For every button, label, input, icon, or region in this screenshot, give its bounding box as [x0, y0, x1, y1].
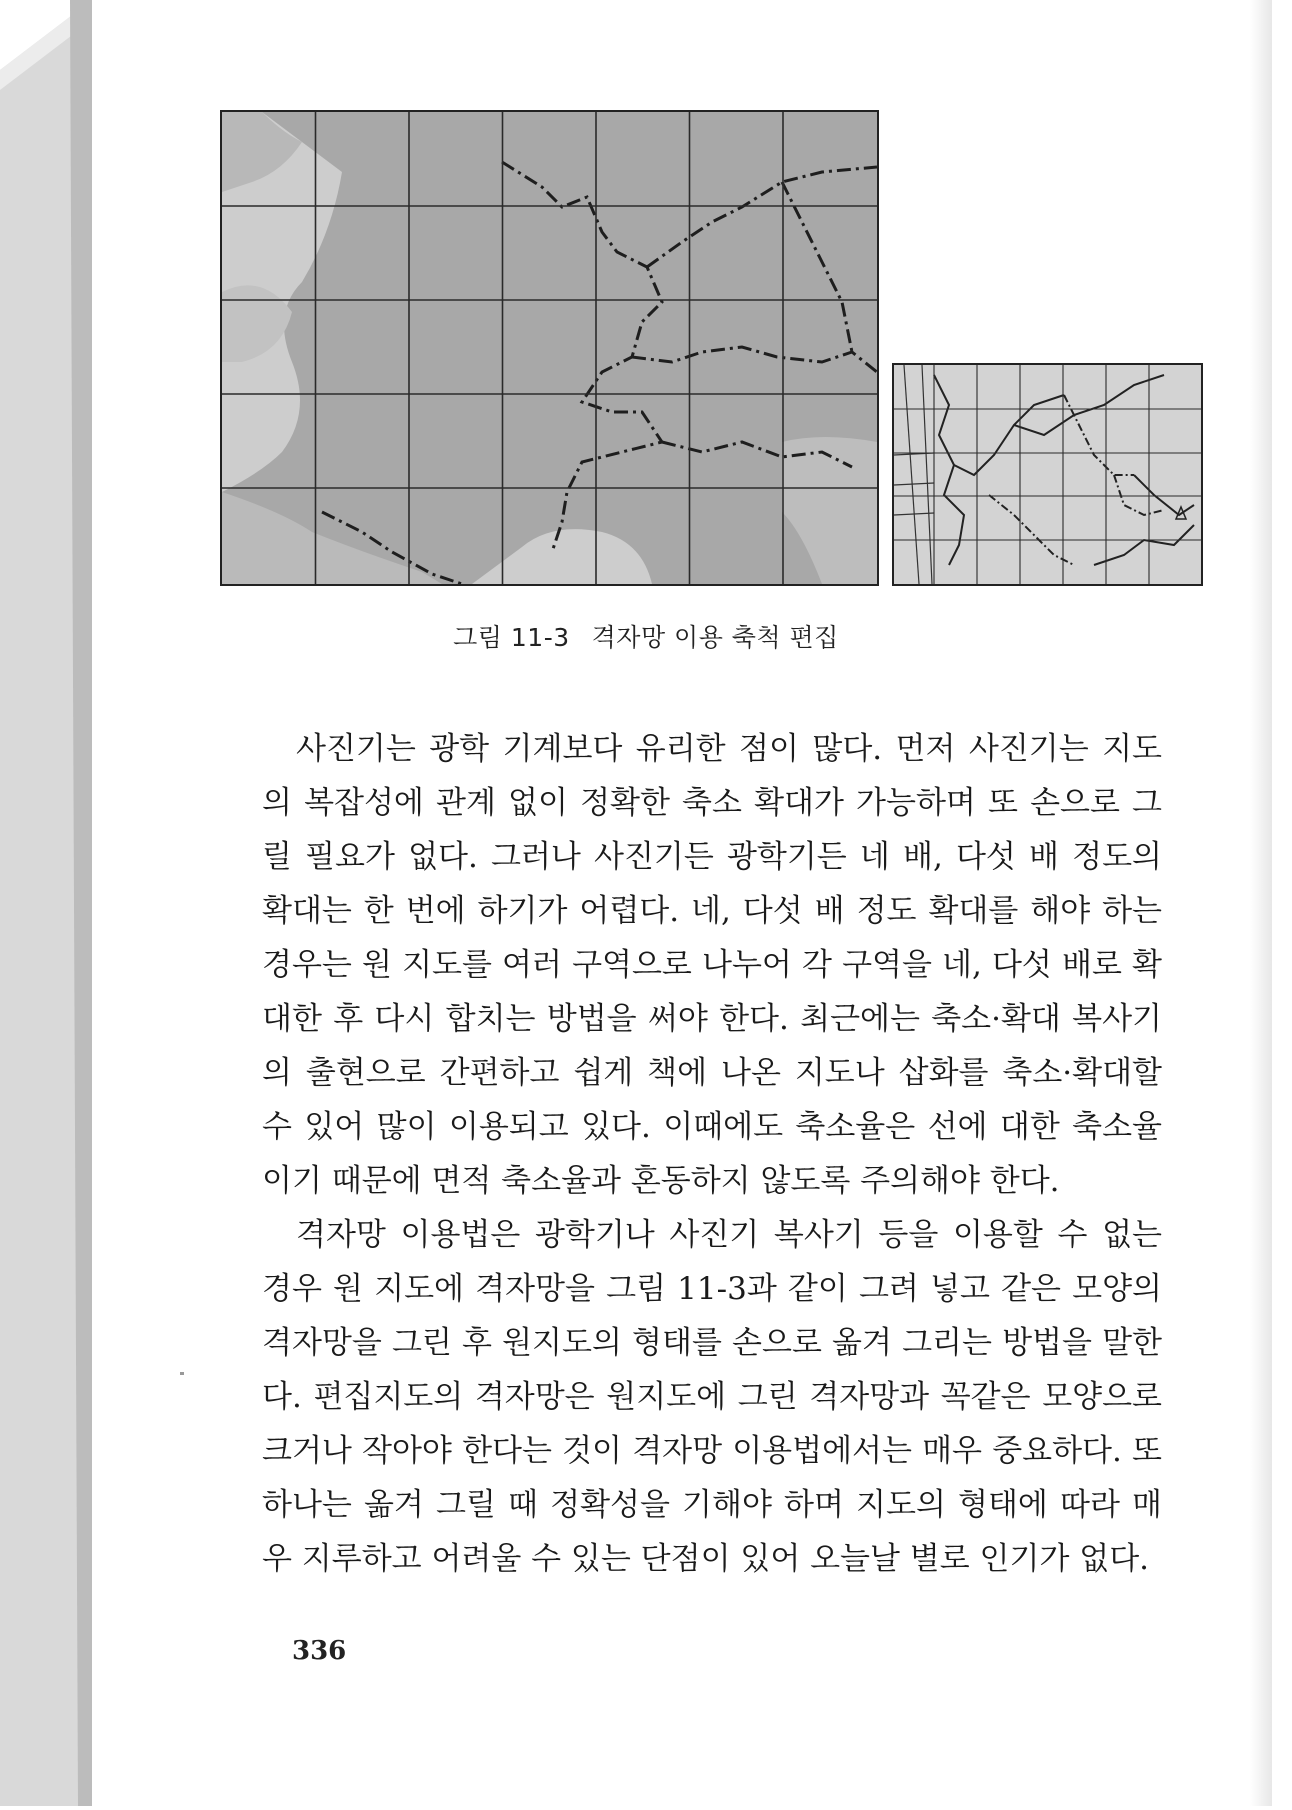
- figure-title: 격자망 이용 축척 편집: [591, 623, 839, 652]
- paragraph-2: 격자망 이용법은 광학기나 사진기 복사기 등을 이용할 수 없는 경우 원 지도에 격자망을 그림 11-3과 같이 그려 넣고 같은 모양의 격자망을 그린 후 원지도의 형태를 손으로 옮겨 그리는 방법을 말한다. 편집지도의 격자망은 원지도에 그린 격자망과 꼭같은 모양으로 크거나 작아야 한다는 것이 격자망 이용법에서는 매우 중요하다. 또 하나는 옮겨 그릴 때 정확성을 기해야 하며 지도의 형태에 따라 매우 지루하고 어려울 수 있는 단점이 있어 오늘날 별로 인기가 없다.: [262, 1217, 1162, 1577]
- figure-number: 그림 11-3: [453, 623, 570, 652]
- margin-mark: [180, 1372, 184, 1375]
- page-number: 336: [292, 1636, 347, 1666]
- figure-caption: [0, 618, 1292, 654]
- paragraph-1: 사진기는 광학 기계보다 유리한 점이 많다. 먼저 사진기는 지도의 복잡성에 관계 없이 정확한 축소 확대가 가능하며 또 손으로 그릴 필요가 없다. 그러나 사진기든 광학기든 네 배, 다섯 배 정도의 확대는 한 번에 하기가 어렵다. 네, 다섯 배 정도 확대를 해야 하는 경우는 원 지도를 여러 구역으로 나누어 각 구역을 네, 다섯 배로 확대한 후 다시 합치는 방법을 써야 한다. 최근에는 축소·확대 복사기의 출현으로 간편하고 쉽게 책에 나온 지도나 삽화를 축소·확대할 수 있어 많이 이용되고 있다. 이때에도 축소율은 선에 대한 축소율이기 때문에 면적 축소율과 혼동하지 않도록 주의해야 한다.: [262, 731, 1162, 1199]
- page-edge-shadow: [1250, 0, 1272, 1806]
- body-text: [262, 722, 1162, 1586]
- original-map-with-grid: [220, 110, 879, 586]
- edited-map-with-grid: [892, 363, 1203, 586]
